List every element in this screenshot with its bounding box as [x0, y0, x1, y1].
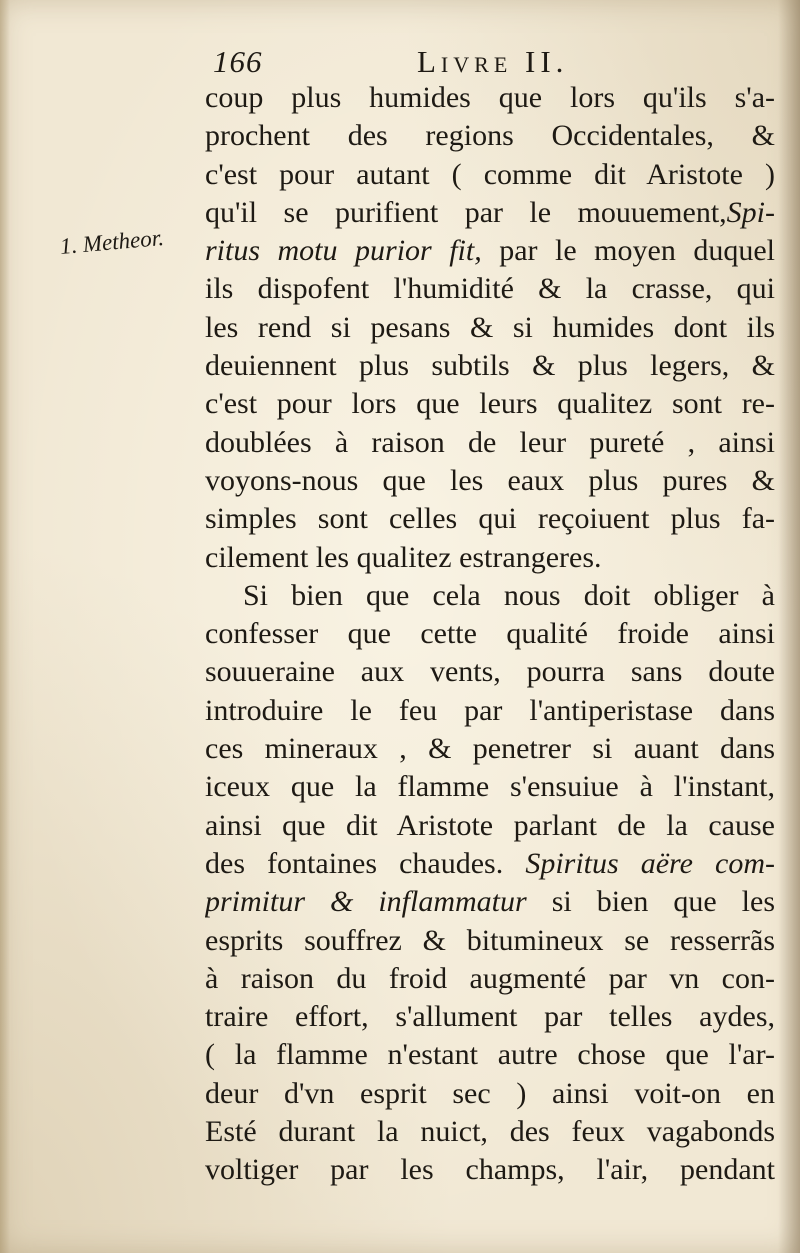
- text-line: simples sont celles qui reçoiuent plus fa-: [205, 502, 775, 536]
- page-header: [205, 40, 765, 84]
- text-line: deur d'vn esprit sec ) ainsi voit-on en: [205, 1076, 775, 1110]
- text-line: c'est pour lors que leurs qualitez sont re-: [205, 387, 775, 421]
- text-line: doublées à raison de leur pureté , ainsi: [205, 425, 775, 459]
- latin-quote: Spiritus aëre com-: [525, 846, 775, 880]
- text-line: cilement les qualitez estrangeres.: [205, 540, 602, 574]
- margin-note: 1. Metheor.: [58, 224, 165, 259]
- text-line: les rend si pesans & si humides dont ils: [205, 310, 775, 344]
- text-run: des fontaines chaudes.: [205, 846, 526, 880]
- text-line: à raison du froid augmenté par vn con-: [205, 961, 775, 995]
- text-line: prochent des regions Occidentales, &: [205, 119, 775, 153]
- text-run: par le moyen duquel: [481, 234, 775, 268]
- text-line: ainsi que dit Aristote parlant de la cause: [205, 808, 775, 842]
- text-line: introduire le feu par l'antiperistase dans: [205, 693, 775, 727]
- text-line: iceux que la flamme s'ensuiue à l'instant,: [205, 770, 775, 804]
- page-left-edge-shading: [0, 0, 10, 1253]
- text-line: [205, 194, 775, 232]
- text-line: Si bien que cela nous doit obliger à: [243, 578, 775, 612]
- text-line: voyons-nous que les eaux plus pures &: [205, 463, 775, 497]
- running-head: Livre II.: [417, 44, 569, 79]
- text-line: coup plus humides que lors qu'ils s'a-: [205, 81, 775, 114]
- text-line: [205, 232, 775, 270]
- text-line: ces mineraux , & penetrer si auant dans: [205, 732, 775, 766]
- text-line: c'est pour autant ( comme dit Aristote ): [205, 157, 775, 191]
- text-line: souueraine aux vents, pourra sans doute: [205, 655, 775, 689]
- text-run: si bien que les: [526, 885, 775, 919]
- page-gutter-shading: [778, 0, 800, 1253]
- body-text: [205, 79, 775, 1190]
- text-line: ils dispofent l'humidité & la crasse, qui: [205, 272, 775, 306]
- latin-quote: primitur & inflammatur: [205, 885, 527, 919]
- text-line: esprits souffrez & bitumineux se resserrãs: [205, 923, 775, 957]
- text-run: qu'il se purifient par le mouuement,: [205, 195, 727, 229]
- text-line: voltiger par les champs, l'air, pendant: [205, 1153, 775, 1187]
- latin-quote: Spi-: [726, 195, 775, 229]
- text-line: deuiennent plus subtils & plus legers, &: [205, 349, 775, 383]
- text-line: ( la flamme n'estant autre chose que l'ar-: [205, 1038, 775, 1072]
- text-line: confesser que cette qualité froide ainsi: [205, 617, 775, 651]
- page-number: 166: [213, 44, 263, 79]
- latin-quote: ritus motu purior fit,: [205, 234, 482, 268]
- text-line: traire effort, s'allument par telles aydes,: [205, 1000, 775, 1034]
- text-line: [205, 845, 775, 883]
- text-line: [205, 883, 775, 921]
- text-line: Esté durant la nuict, des feux vagabonds: [205, 1115, 775, 1149]
